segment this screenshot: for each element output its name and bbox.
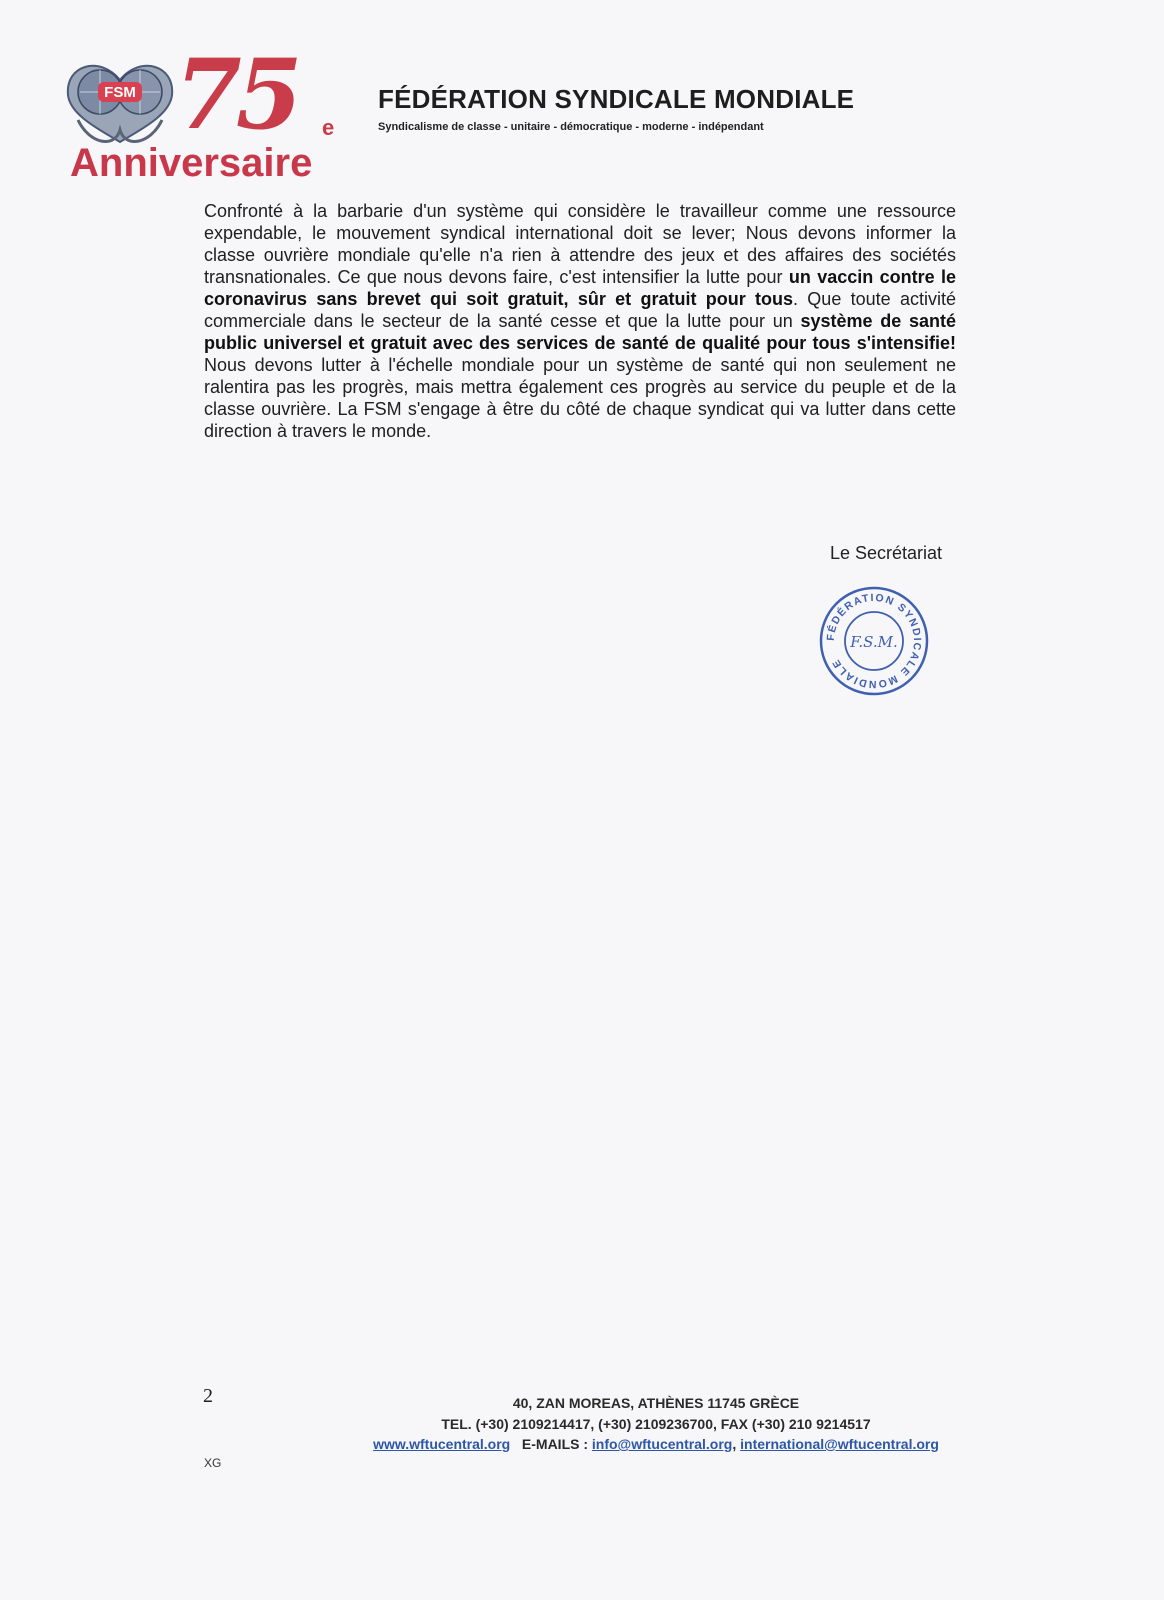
email-international-link[interactable]: international@wftucentral.org [740,1436,939,1452]
seventy-five-number: 75 [175,38,297,151]
stamp-center-text: F.S.M. [850,633,898,651]
signature: Le Secrétariat [830,543,943,563]
body-text-2: . Que toute activité commerciale dans le secteur de la santé cesse et que la lutte pour un [204,289,956,331]
author-initials: XG [204,1456,222,1470]
stamp-ring-text: FÉDÉRATION SYNDICALE MONDIALE [824,591,924,691]
anniversary-label: Anniversaire [70,141,313,185]
body-bold-1: un vaccin contre le coronavirus sans brevet qui soit gratuit, sûr et gratuit pour tous [204,267,956,309]
body-text-3: Nous devons lutter à l'échelle mondiale pour un système de santé qui non seulement ne ralentira pas les progrès, mais mettra également ces progrès au service du peuple et de la classe ouvrière. La FSM s'engage à être du côté de chaque syndicat qui va lutter dans cette direction à travers le monde. [204,355,956,441]
emails-label: E-MAILS : [521,1436,589,1452]
body-bold-2: système de santé public universel et gratuit avec des services de santé de qualité pour tous s'intensifie! [204,311,956,353]
website-link[interactable]: www.wftucentral.org [373,1436,511,1452]
footer-phones: TEL. (+30) 2109214417, (+30) 2109236700, FAX (+30) 210 9214517 [441,1416,871,1432]
body-text-1: Confronté à la barbarie d'un système qui considère le travailleur comme une ressource expendable, le mouvement syndical international doit se lever; Nous devons informer la classe ouvrière mondiale qu'elle n'a rien à attendre des jeux et des affaires des sociétés transnationales. Ce que nous devons faire, c'est intensifier la lutte pour [204,201,956,287]
page-number: 2 [203,1385,213,1407]
organization-tagline: Syndicalisme de classe - unitaire - démocratique - moderne - indépendant [378,121,764,133]
fsm-globe-hands-icon [60,60,180,150]
fsm-badge-text: FSM [104,84,136,101]
anniversary-logo [60,38,360,185]
footer-web-line [74,1436,1164,1452]
ordinal-suffix: e [322,115,335,140]
fsm-stamp-icon [818,585,930,697]
letter-body [204,200,956,442]
email-info-link[interactable]: info@wftucentral.org [591,1436,733,1452]
footer-address: 40, ZAN MOREAS, ATHÈNES 11745 GRÈCE [512,1395,800,1411]
email-separator: , [732,1436,737,1452]
organization-title: FÉDÉRATION SYNDICALE MONDIALE [378,84,855,114]
